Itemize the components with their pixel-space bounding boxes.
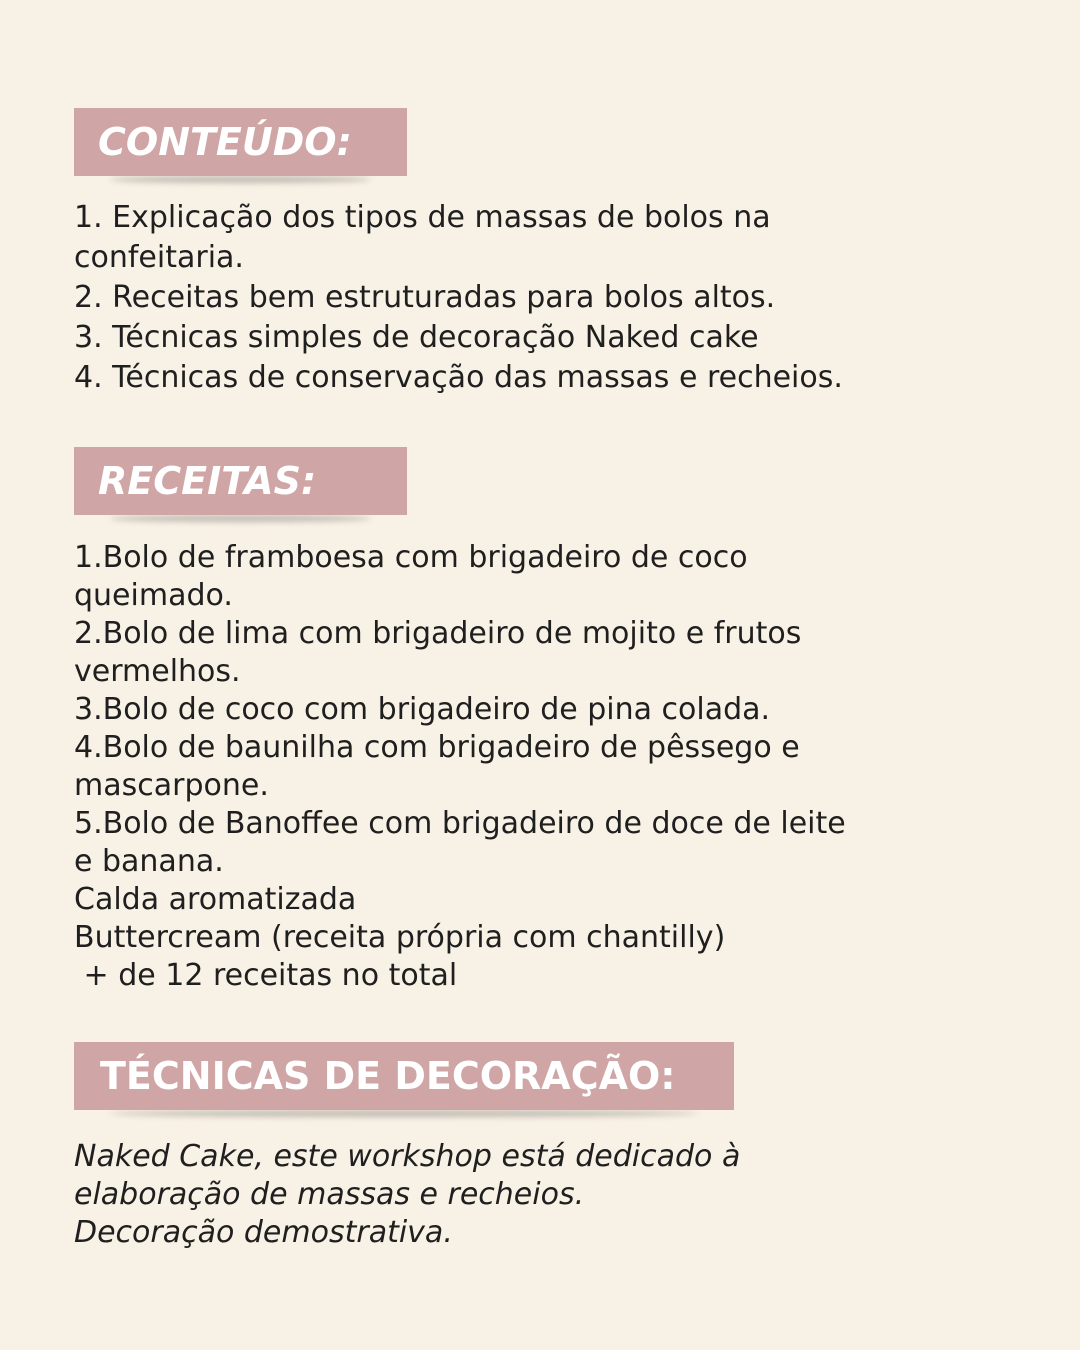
list-item: 2. Receitas bem estruturadas para bolos altos.	[74, 280, 776, 315]
heading-shadow	[110, 176, 371, 183]
heading-banner	[74, 1042, 734, 1110]
list-item: 4.Bolo de baunilha com brigadeiro de pêssego e	[74, 730, 800, 765]
list-item: vermelhos.	[74, 654, 241, 689]
list-item: 1.Bolo de framboesa com brigadeiro de coco	[74, 540, 748, 575]
description-line: Naked Cake, este workshop está dedicado à	[74, 1139, 741, 1174]
list-item: e banana.	[74, 844, 224, 879]
receitas-list	[74, 539, 846, 995]
description-line: elaboração de massas e recheios.	[74, 1177, 585, 1212]
list-item: queimado.	[74, 578, 233, 613]
list-item: + de 12 receitas no total	[74, 958, 458, 993]
section-title-receitas: RECEITAS:	[74, 447, 407, 515]
heading-banner	[74, 108, 407, 176]
list-item: 2.Bolo de lima com brigadeiro de mojito e frutos	[74, 616, 802, 651]
list-item: Calda aromatizada	[74, 882, 357, 917]
list-item: confeitaria.	[74, 240, 244, 275]
section-title-tecnicas: TÉCNICAS DE DECORAÇÃO:	[74, 1042, 734, 1110]
section-tecnicas	[74, 1042, 740, 1252]
list-item: 1. Explicação dos tipos de massas de bolos na	[74, 200, 771, 235]
list-item: mascarpone.	[74, 768, 269, 803]
description-line: Decoração demostrativa.	[74, 1215, 453, 1250]
list-item: 4. Técnicas de conservação das massas e recheios.	[74, 360, 843, 395]
conteudo-list	[74, 198, 843, 398]
list-item: Buttercream (receita própria com chantilly)	[74, 920, 726, 955]
heading-shadow	[110, 1110, 698, 1117]
list-item: 3. Técnicas simples de decoração Naked cake	[74, 320, 759, 355]
section-conteudo	[74, 108, 843, 398]
tecnicas-description	[74, 1138, 740, 1252]
heading-shadow	[110, 515, 371, 522]
list-item: 3.Bolo de coco com brigadeiro de pina colada.	[74, 692, 771, 727]
heading-banner	[74, 447, 407, 515]
list-item: 5.Bolo de Banoffee com brigadeiro de doce de leite	[74, 806, 846, 841]
section-receitas	[74, 447, 846, 995]
section-title-conteudo: CONTEÚDO:	[74, 108, 407, 176]
